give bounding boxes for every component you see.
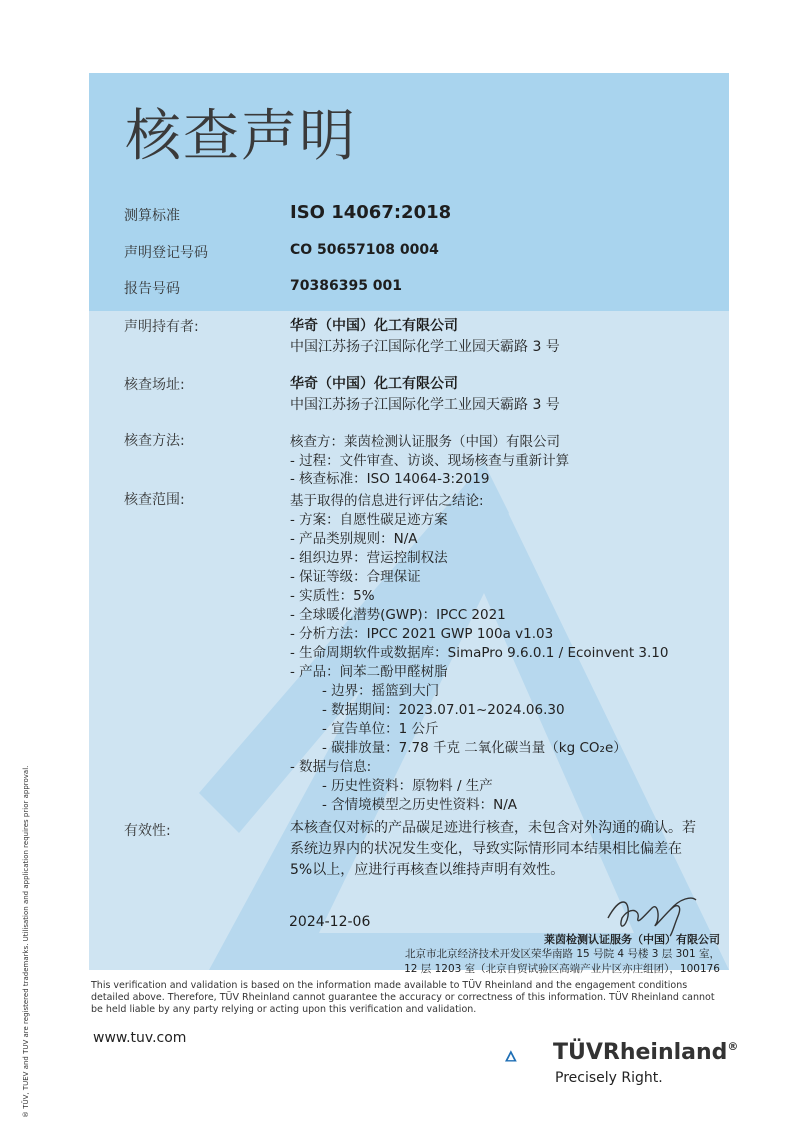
validity-line: 系统边界内的状况发生变化，导致实际情形同本结果相比偏差在: [290, 841, 682, 857]
product-item: - 数据期间：2023.07.01~2024.06.30: [322, 702, 565, 718]
tuv-triangle-logo-icon: [505, 1036, 557, 1076]
validity-text: [290, 818, 720, 881]
data-item: - 历史性资料：原物料 / 生产: [322, 778, 493, 794]
method-label: 核查方法:: [124, 433, 185, 449]
report-label: 报告号码: [124, 281, 180, 297]
holder-label: 声明持有者:: [124, 319, 199, 335]
scope-item: - 产品类别规则：N/A: [290, 531, 418, 547]
issuer-address: 12 层 1203 室（北京自贸试验区高端产业片区亦庄组团），100176: [404, 963, 720, 975]
standard-value: ISO 14067:2018: [290, 202, 452, 223]
registration-label: 声明登记号码: [124, 245, 208, 261]
issue-date: 2024-12-06: [289, 914, 371, 930]
holder-address: 中国江苏扬子江国际化学工业园天霸路 3 号: [290, 339, 560, 355]
site-label: 核查场址:: [124, 377, 185, 393]
website-link[interactable]: www.tuv.com: [93, 1030, 187, 1046]
issuer-address: 北京市北京经济技术开发区荣华南路 15 号院 4 号楼 3 层 301 室，: [405, 948, 720, 960]
scope-item: - 组织边界：营运控制权法: [290, 550, 448, 566]
scope-item: - 保证等级：合理保证: [290, 569, 421, 585]
method-line: - 核查标准：ISO 14064-3:2019: [290, 471, 490, 487]
site-address: 中国江苏扬子江国际化学工业园天霸路 3 号: [290, 397, 560, 413]
site-name: 华奇（中国）化工有限公司: [290, 376, 458, 392]
issuer-block: [404, 932, 720, 977]
scope-item: - 产品：间苯二酚甲醛树脂: [290, 664, 448, 680]
brand-name: TÜVRheinland: [553, 1040, 728, 1065]
data-item: - 含情境模型之历史性资料：N/A: [322, 797, 518, 813]
scope-item: - 全球暖化潜势(GWP)：IPCC 2021: [290, 607, 506, 623]
trademark-note: ® TÜV, TUEV and TUV are registered trademarks. Utilisation and application requires prior approval.: [22, 765, 30, 1118]
scope-item: - 方案：自愿性碳足迹方案: [290, 512, 448, 528]
scope-intro: 基于取得的信息进行评估之结论:: [290, 493, 484, 509]
product-item: - 边界：摇篮到大门: [322, 683, 440, 699]
scope-label: 核查范围:: [124, 492, 185, 508]
holder-name: 华奇（中国）化工有限公司: [290, 318, 458, 334]
report-value: 70386395 001: [290, 278, 403, 294]
validity-label: 有效性:: [124, 823, 171, 839]
product-item: - 宣告单位：1 公斤: [322, 721, 439, 737]
standard-label: 测算标准: [124, 208, 180, 224]
scope-item: - 生命周期软件或数据库：SimaPro 9.6.0.1 / Ecoinvent 3.10: [290, 645, 669, 661]
scope-item: - 分析方法：IPCC 2021 GWP 100a v1.03: [290, 626, 554, 642]
issuer-name: 莱茵检测认证服务（中国）有限公司: [544, 933, 720, 946]
disclaimer: This verification and validation is based on the information made available to TÜV Rheinland and the engagement conditions detailed above. Therefore, TÜV Rheinland cannot guarantee the accuracy or correctness of this information. TÜV Rheinland cannot be held liable by any party relying or acting upon this verification and validation.: [91, 980, 715, 1015]
signature: [600, 888, 700, 938]
brand-slogan: Precisely Right.: [555, 1070, 663, 1086]
method-line: - 过程：文件审查、访谈、现场核查与重新计算: [290, 453, 570, 469]
registered-mark: ®: [727, 1040, 739, 1053]
data-heading: - 数据与信息:: [290, 759, 372, 775]
scope-item: - 实质性：5%: [290, 588, 375, 604]
registration-value: CO 50657108 0004: [290, 242, 439, 258]
validity-line: 5%以上，应进行再核查以维持声明有效性。: [290, 862, 565, 878]
product-item: - 碳排放量：7.78 千克 二氧化碳当量（kg CO₂e）: [322, 740, 627, 756]
page-title: 核查声明: [125, 104, 357, 169]
validity-line: 本核查仅对标的产品碳足迹进行核查，未包含对外沟通的确认。若: [290, 820, 696, 836]
brand-logo-text: [553, 1040, 738, 1065]
method-line: 核查方：莱茵检测认证服务（中国）有限公司: [290, 434, 560, 450]
